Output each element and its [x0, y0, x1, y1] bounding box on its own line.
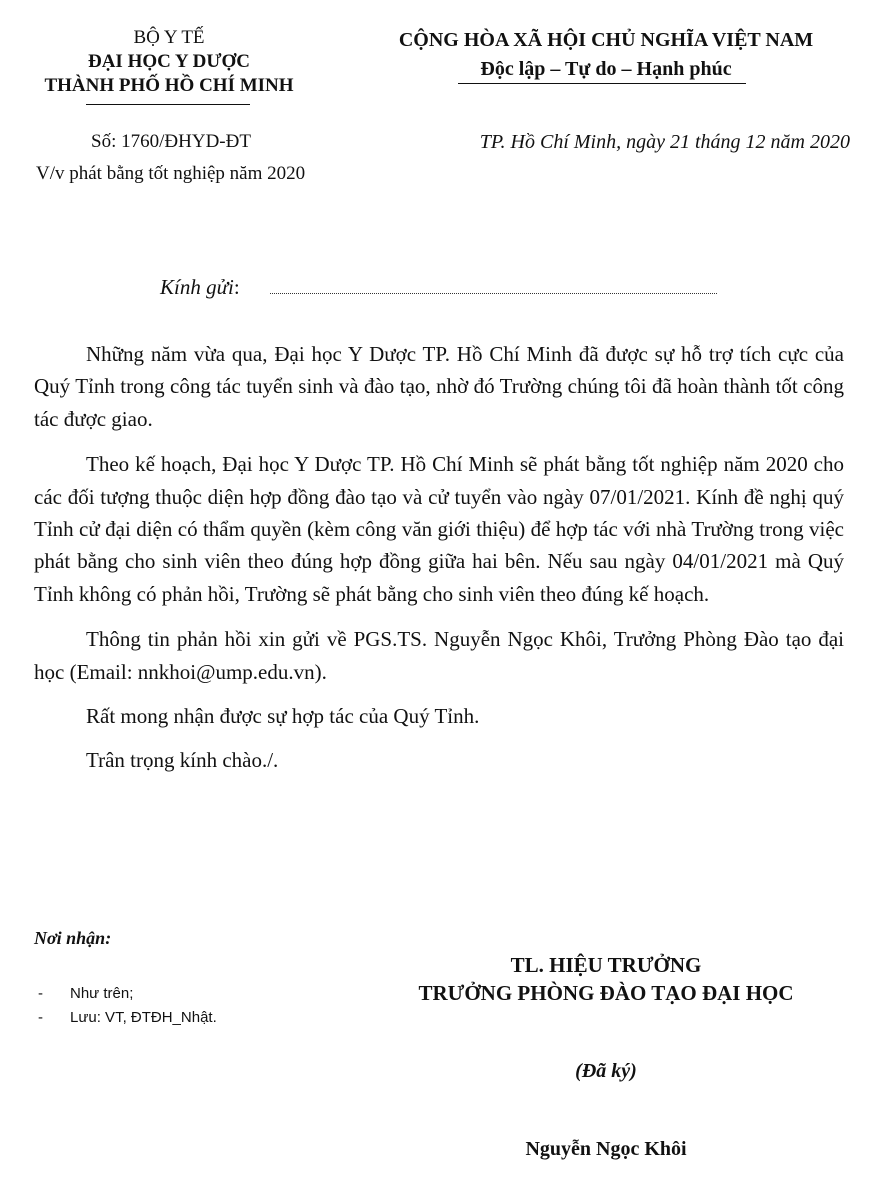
salutation-label: Kính gửi [160, 275, 234, 299]
paragraph-cooperation: Rất mong nhận được sự hợp tác của Quý Tỉnh. [86, 704, 480, 729]
salutation [160, 273, 240, 301]
signature-title-block [386, 951, 826, 1007]
list-dash: - [38, 1009, 43, 1026]
motto-underline [458, 83, 746, 84]
country-name: CỘNG HÒA XÃ HỘI CHỦ NGHĨA VIỆT NAM [398, 29, 814, 51]
document-subject: V/v phát bằng tốt nghiệp năm 2020 [36, 163, 306, 184]
university-name-line2: THÀNH PHỐ HỒ CHÍ MINH [44, 75, 294, 96]
list-item-text: Lưu: VT, ĐTĐH_Nhật. [70, 1009, 217, 1026]
recipient-blank-line [270, 293, 717, 294]
national-heading [360, 26, 852, 84]
signature-title-line1: TL. HIỆU TRƯỞNG [510, 953, 702, 977]
national-motto: Độc lập – Tự do – Hạnh phúc [480, 58, 732, 80]
place-and-date: TP. Hồ Chí Minh, ngày 21 tháng 12 năm 2020 [479, 131, 850, 153]
salutation-colon: : [233, 275, 240, 299]
list-dash: - [38, 985, 43, 1002]
recipients-list [38, 982, 217, 1030]
university-name-line1: ĐẠI HỌC Y DƯỢC [87, 51, 251, 72]
list-item-text: Như trên; [70, 985, 134, 1002]
signed-note: (Đã ký) [575, 1060, 637, 1082]
list-item [38, 1006, 217, 1030]
letter-body [34, 338, 844, 790]
recipients-title: Nơi nhận: [34, 928, 112, 948]
signature-title-line2: TRƯỞNG PHÒNG ĐÀO TẠO ĐẠI HỌC [418, 981, 794, 1005]
signer-name: Nguyễn Ngọc Khôi [525, 1138, 687, 1160]
issuer-underline [86, 104, 250, 105]
paragraph-closing: Trân trọng kính chào./. [86, 748, 279, 773]
paragraph-plan: Theo kế hoạch, Đại học Y Dược TP. Hồ Chí Minh sẽ phát bằng tốt nghiệp năm 2020 cho các đối tượng thuộc diện hợp đồng đào tạo và cử tuyển vào ngày 07/01/2021. Kính đề nghị quý Tỉnh cử đại diện có thẩm quyền (kèm công văn giới thiệu) để hợp tác với nhà Trường trong việc phát bằng cho sinh viên theo đúng hợp đồng giữa hai bên. Nếu sau ngày 04/01/2021 mà Quý Tỉnh không có phản hồi, Trường sẽ phát bằng cho sinh viên theo đúng kế hoạch. [34, 452, 844, 606]
issuer-block [20, 26, 318, 98]
paragraph-intro: Những năm vừa qua, Đại học Y Dược TP. Hồ Chí Minh đã được sự hỗ trợ tích cực của Quý Tỉnh trong công tác tuyển sinh và đào tạo, nhờ đó Trường chúng tôi đã hoàn thành tốt công tác được giao. [34, 342, 844, 431]
list-item [38, 982, 217, 1006]
ministry-name: BỘ Y TẾ [133, 27, 205, 48]
document-number: Số: 1760/ĐHYD-ĐT [91, 131, 251, 152]
paragraph-contact: Thông tin phản hồi xin gửi về PGS.TS. Nguyễn Ngọc Khôi, Trưởng Phòng Đào tạo đại học (Email: nnkhoi@ump.edu.vn). [34, 627, 844, 684]
